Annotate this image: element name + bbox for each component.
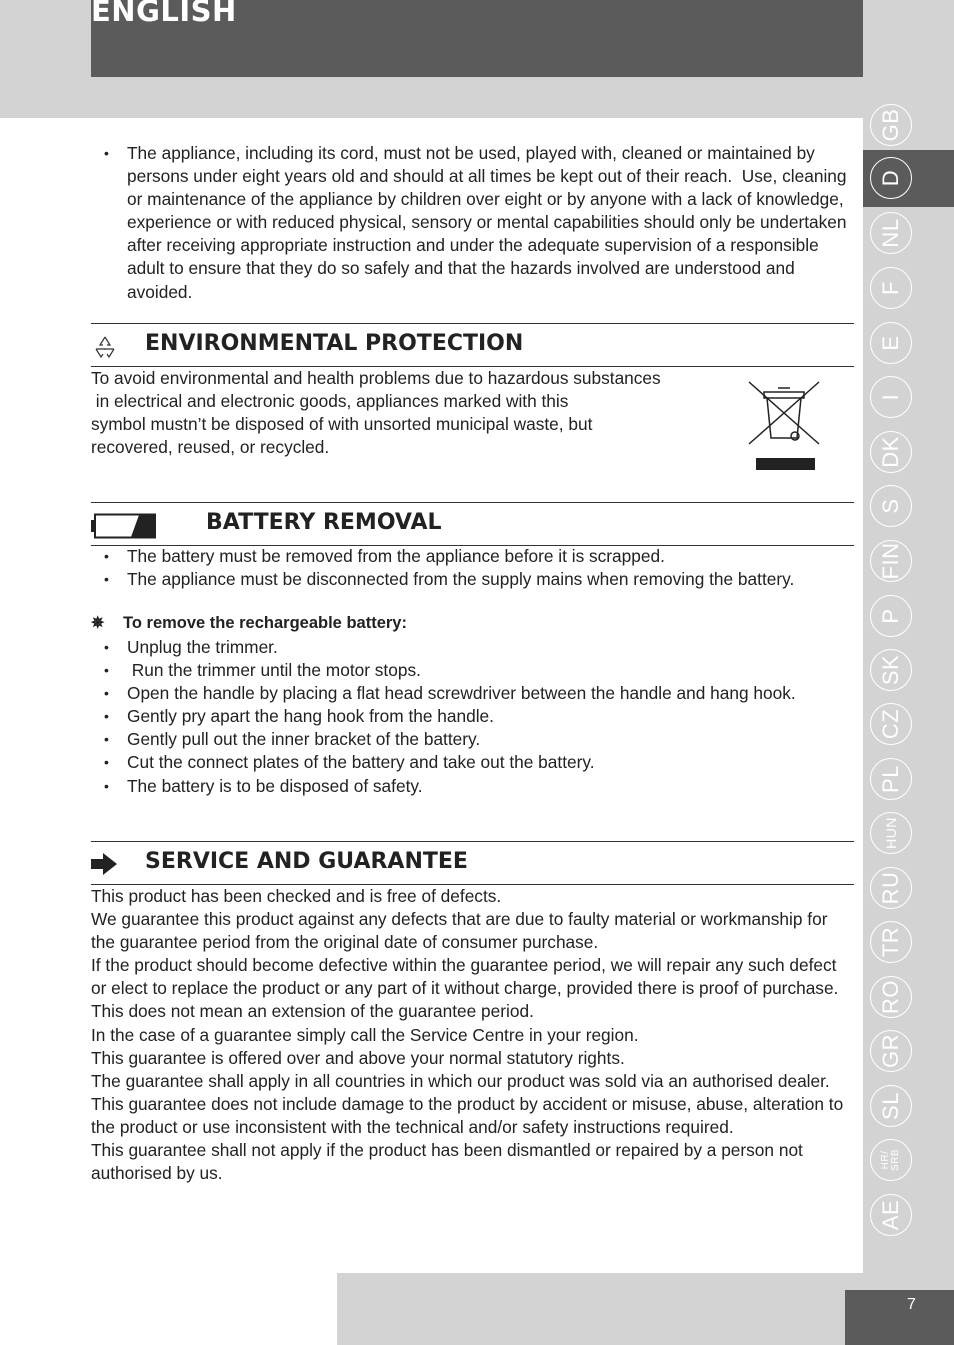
star-icon: ✵ xyxy=(91,615,105,632)
language-tab-dk[interactable]: DK xyxy=(870,431,912,473)
text-line: recovered, reused, or recycled. xyxy=(91,437,330,458)
paragraph: The guarantee shall apply in all countries in which our product was sold via an authorised dealer. xyxy=(91,1070,830,1091)
language-tab-hun[interactable]: HUN xyxy=(870,812,912,854)
environmental-section-header xyxy=(91,323,854,367)
language-tab-ro[interactable]: RO xyxy=(870,976,912,1018)
service-section-header xyxy=(91,841,854,885)
language-tab-sk[interactable]: SK xyxy=(870,649,912,691)
paragraph: If the product should become defective within the guarantee period, we will repair any such defect or elect to replace the product or any part of it without charge, provided there is proof of purchase. xyxy=(91,955,839,999)
list-item: • The appliance, including its cord, must not be used, played with, cleaned or maintained by persons under eight years old and should at all times be kept out of their reach. Use, cleaning or maintenance of the appliance by children over eight or by anyone with a lack of knowledge, experience or with reduced physical, sensory or mental capabilities should only be undertaken after receiving appropriate instruction and under the adequate supervision of a responsible adult to ensure that they do so safely and that the hazards involved are understood and avoided. xyxy=(91,142,856,304)
text-line: in electrical and electronic goods, appliances marked with this xyxy=(91,391,569,412)
language-tab-nl[interactable]: NL xyxy=(870,212,912,254)
language-tab-p[interactable]: P xyxy=(870,595,912,637)
language-tab-tr[interactable]: TR xyxy=(870,921,912,963)
list-item: • Cut the connect plates of the battery and take out the battery. xyxy=(91,751,856,774)
language-tab-sl[interactable]: SL xyxy=(870,1085,912,1127)
language-tab-fin[interactable]: FIN xyxy=(870,540,912,582)
language-tab-pl[interactable]: PL xyxy=(870,758,912,800)
crossed-out-wheelie-bin-icon xyxy=(744,378,824,473)
list-item: • The battery is to be disposed of safety. xyxy=(91,775,856,798)
paragraph: This guarantee is offered over and above your normal statutory rights. xyxy=(91,1047,625,1068)
battery-list xyxy=(91,545,856,591)
text-line: To avoid environmental and health problems due to hazardous substances xyxy=(91,368,661,388)
subheading-label: To remove the rechargeable battery: xyxy=(123,614,407,632)
language-tab-f[interactable]: F xyxy=(870,267,912,309)
paragraph: This product has been checked and is free of defects. xyxy=(91,886,502,906)
service-title: SERVICE AND GUARANTEE xyxy=(145,849,468,874)
paragraph: This guarantee does not include damage to the product by accident or misuse, abuse, alteration to the product or use inconsistent with the technical and/or safety instructions required. xyxy=(91,1093,844,1137)
language-tab-gr[interactable]: GR xyxy=(870,1030,912,1072)
language-tab-e[interactable]: E xyxy=(870,322,912,364)
page-title: ENGLISH xyxy=(91,0,237,28)
list-item: • Gently pry apart the hang hook from the handle. xyxy=(91,705,856,728)
language-tab-d[interactable]: D xyxy=(870,157,912,199)
battery-section-header xyxy=(91,502,854,546)
language-tab-cz[interactable]: CZ xyxy=(870,703,912,745)
service-text xyxy=(91,885,856,1185)
list-item: • Gently pull out the inner bracket of the battery. xyxy=(91,728,856,751)
list-item: • The appliance must be disconnected from the supply mains when removing the battery. xyxy=(91,568,856,591)
battery-title: BATTERY REMOVAL xyxy=(206,510,442,535)
paragraph: This does not mean an extension of the guarantee period. xyxy=(91,1001,534,1022)
battery-icon xyxy=(91,513,159,539)
paragraph: In the case of a guarantee simply call the Service Centre in your region. xyxy=(91,1024,639,1045)
list-item: • The battery must be removed from the appliance before it is scrapped. xyxy=(91,545,856,568)
language-tab-gb[interactable]: GB xyxy=(870,104,912,146)
language-tab-hr-srb[interactable]: HR/ SRB xyxy=(870,1139,912,1181)
battery-subheading xyxy=(91,613,407,633)
language-tab-i[interactable]: I xyxy=(870,376,912,418)
text-line: symbol mustn’t be disposed of with unsorted municipal waste, but xyxy=(91,414,593,435)
recycle-icon xyxy=(93,335,117,359)
paragraph: This guarantee shall not apply if the product has been dismantled or repaired by a person not authorised by us. xyxy=(91,1140,803,1184)
language-tab-s[interactable]: S xyxy=(870,485,912,527)
intro-list xyxy=(91,142,856,304)
environmental-text xyxy=(91,367,721,459)
language-tab-ru[interactable]: RU xyxy=(870,867,912,909)
environmental-title: ENVIRONMENTAL PROTECTION xyxy=(145,331,524,356)
arrow-right-icon xyxy=(91,853,117,875)
paragraph: We guarantee this product against any defects that are due to faulty material or workmanship for the guarantee period from the original date of consumer purchase. xyxy=(91,909,828,953)
page-number: 7 xyxy=(907,1296,916,1313)
page-number-box xyxy=(845,1290,954,1345)
list-item: • Unplug the trimmer. xyxy=(91,636,856,659)
list-item: • Open the handle by placing a flat head screwdriver between the handle and hang hook. xyxy=(91,682,856,705)
battery-steps-list xyxy=(91,636,856,798)
language-tab-ae[interactable]: AE xyxy=(870,1194,912,1236)
list-item: • Run the trimmer until the motor stops. xyxy=(91,659,856,682)
footer-panel xyxy=(0,1273,337,1345)
